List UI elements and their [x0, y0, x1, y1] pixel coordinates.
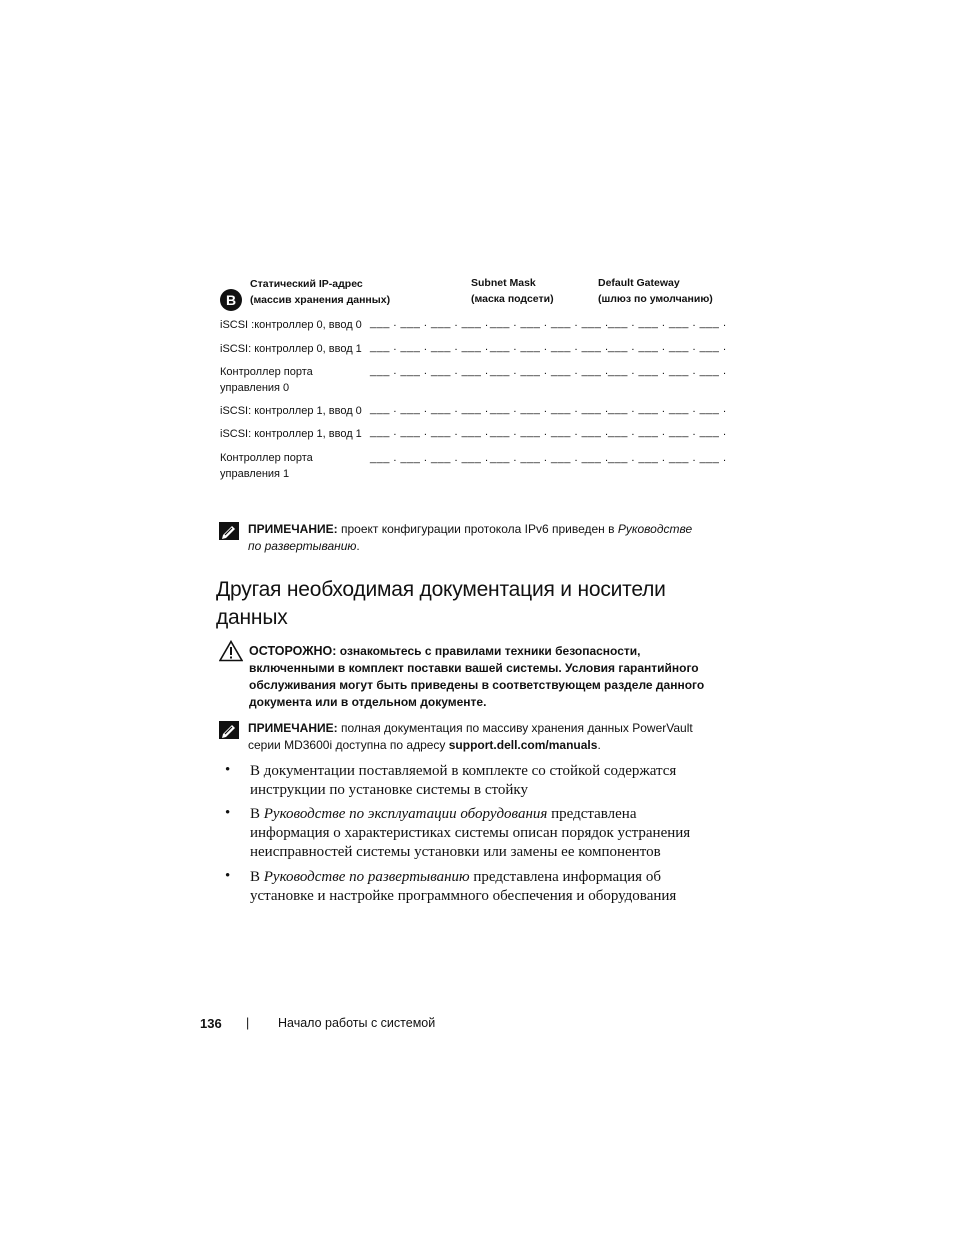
bullet-icon: • — [225, 762, 231, 778]
bullet-icon: • — [225, 868, 231, 884]
mask-field: ___ . ___ . ___ . ___ . — [490, 317, 609, 329]
mask-field: ___ . ___ . ___ . ___ . — [490, 452, 609, 464]
ip-field: ___ . ___ . ___ . ___ . — [370, 365, 489, 377]
mask-field: ___ . ___ . ___ . ___ . — [490, 426, 609, 438]
list-item: В Руководстве по развертыванию представлена информация об установке и настройке программного обеспечения и оборудования — [250, 869, 677, 904]
ip-field: ___ . ___ . ___ . ___ . — [370, 317, 489, 329]
ip-field: ___ . ___ . ___ . ___ . — [370, 403, 489, 415]
page-number: 136 — [200, 1016, 222, 1031]
ip-field: ___ . ___ . ___ . ___ . — [370, 341, 489, 353]
note-pencil-icon — [219, 522, 239, 545]
col-header-default-gateway: Default Gateway (шлюз по умолчанию) — [598, 277, 713, 305]
col-header-subnet-mask: Subnet Mask (маска подсети) — [471, 277, 554, 305]
gateway-field: ___ . ___ . ___ . ___ . — [608, 403, 727, 415]
note-documentation: ПРИМЕЧАНИЕ: полная документация по массиву хранения данных PowerVault серии MD3600i доступна по адресу support.dell.com/manuals. — [248, 721, 693, 752]
table-row-label: iSCSI: контроллер 1, ввод 0 — [220, 405, 362, 417]
gateway-field: ___ . ___ . ___ . ___ . — [608, 426, 727, 438]
manuals-link[interactable]: support.dell.com/manuals — [448, 738, 598, 752]
section-heading: Другая необходимая документация и носители данных — [216, 578, 666, 629]
table-row-label: Контроллер порта управления 1 — [220, 452, 313, 480]
gateway-field: ___ . ___ . ___ . ___ . — [608, 317, 727, 329]
mask-field: ___ . ___ . ___ . ___ . — [490, 365, 609, 377]
gateway-field: ___ . ___ . ___ . ___ . — [608, 365, 727, 377]
mask-field: ___ . ___ . ___ . ___ . — [490, 341, 609, 353]
table-row-label: iSCSI :контроллер 0, ввод 0 — [220, 319, 362, 331]
table-row-label: iSCSI: контроллер 0, ввод 1 — [220, 343, 362, 355]
gateway-field: ___ . ___ . ___ . ___ . — [608, 341, 727, 353]
section-badge: B — [220, 289, 242, 311]
mask-field: ___ . ___ . ___ . ___ . — [490, 403, 609, 415]
bullet-icon: • — [225, 805, 231, 821]
footer-title: Начало работы с системой — [278, 1016, 436, 1030]
ip-field: ___ . ___ . ___ . ___ . — [370, 452, 489, 464]
note-pencil-icon — [219, 721, 239, 744]
table-row-label: iSCSI: контроллер 1, ввод 1 — [220, 428, 362, 440]
caution-triangle-icon — [219, 640, 243, 667]
ip-field: ___ . ___ . ___ . ___ . — [370, 426, 489, 438]
list-item: В документации поставляемой в комплекте со стойкой содержатся инструкции по установке системы в стойку — [250, 763, 677, 798]
footer-separator: | — [246, 1016, 250, 1030]
note-ipv6: ПРИМЕЧАНИЕ: проект конфигурации протокола IPv6 приведен в Руководстве по развертыванию. — [248, 522, 693, 553]
col-header-static-ip: Статический IP-адрес (массив хранения данных) — [250, 278, 391, 306]
list-item: В Руководстве по эксплуатации оборудования представлена информация о характеристиках системы описан порядок устранения неисправностей системы установки или замены ее компонентов — [250, 806, 691, 860]
gateway-field: ___ . ___ . ___ . ___ . — [608, 452, 727, 464]
table-row-label: Контроллер порта управления 0 — [220, 366, 313, 394]
caution-text: ОСТОРОЖНО: ознакомьтесь с правилами техники безопасности, включенными в комплект поставки вашей системы. Условия гарантийного обслуживания могут быть приведены в соответствующем разделе данного документа или в отдельном документе. — [249, 644, 705, 709]
